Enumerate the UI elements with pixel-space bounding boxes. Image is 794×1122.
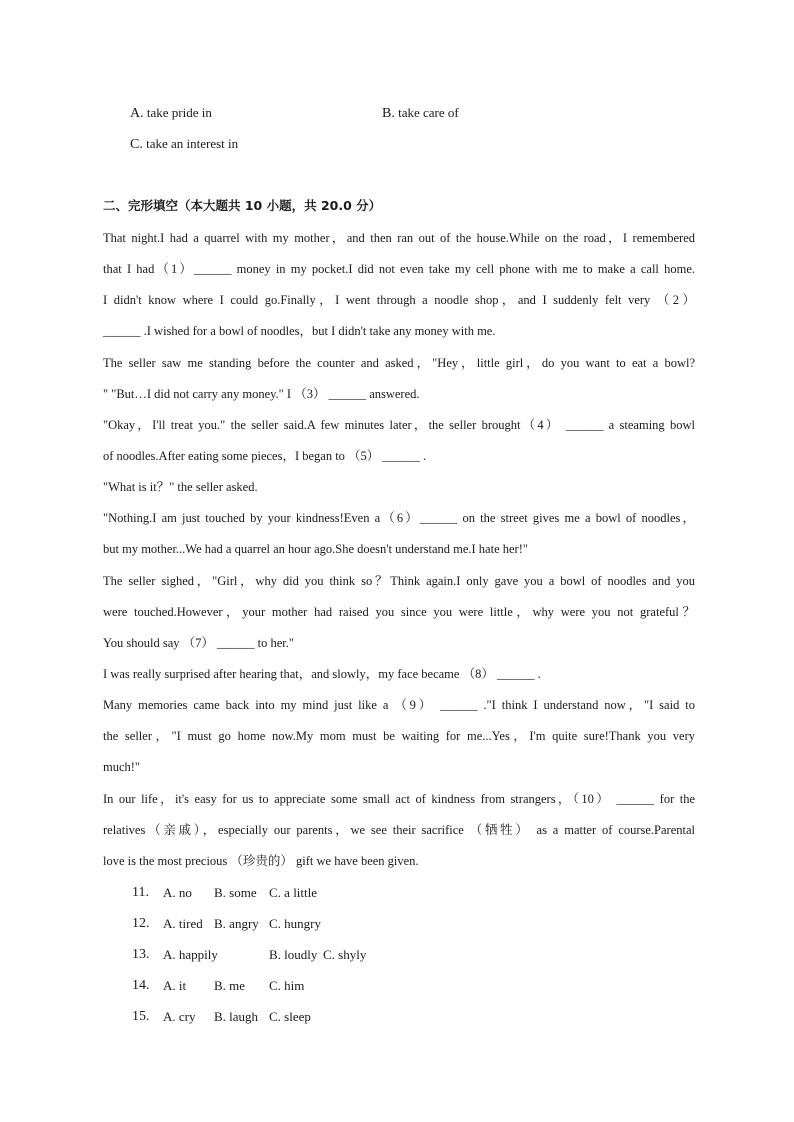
passage-line: Many memories came back into my mind just like a （9） ______ ."I think I understand now，"I said to <box>103 698 695 713</box>
choice-b: B. loudly <box>269 947 318 963</box>
passage-line: That night.I had a quarrel with my mother，and then ran out of the house.While on the road，I remembered <box>103 231 695 245</box>
question-number: 12. <box>132 916 150 932</box>
choice-c: C. him <box>269 978 305 994</box>
choice-c: C. sleep <box>269 1009 311 1025</box>
option-b-letter: B. <box>382 106 395 121</box>
option-b <box>382 104 459 123</box>
choice-a: A. tired <box>163 916 203 932</box>
choice-c: C. a little <box>269 885 318 900</box>
choice-b: B. laugh <box>214 1009 259 1025</box>
choice-a: A. no <box>163 885 192 900</box>
passage-line: The seller sighed，"Girl，why did you think so？Think again.I only gave you a bowl of noodles and you <box>103 573 695 588</box>
cloze-passage <box>103 226 695 880</box>
prev-options-row-2 <box>130 135 238 153</box>
option-a-text: take pride in <box>146 105 212 120</box>
question-number: 14. <box>132 978 150 994</box>
choice-a: A. it <box>163 978 187 994</box>
passage-line: the seller，"I must go home now.My mom must be waiting for me...Yes，I'm quite sure!Thank you very <box>103 729 695 744</box>
option-b-text: take care of <box>398 105 459 120</box>
passage-line: much!" <box>103 760 141 775</box>
passage-line: ______ .I wished for a bowl of noodles，but I didn't take any money with me. <box>103 324 496 339</box>
passage-line: of noodles.After eating some pieces，I began to （5） ______ . <box>103 448 427 463</box>
question-number: 15. <box>132 1009 150 1025</box>
passage-line: "What is it？" the seller asked. <box>103 480 258 495</box>
passage-line: "Okay，I'll treat you." the seller said.A few minutes later，the seller brought（4） ______ a steaming bowl <box>103 417 695 432</box>
passage-line: " "But…I did not carry any money." I （3） ______ answered. <box>103 386 420 401</box>
passage-line: were touched.However，your mother had raised you since you were little，why were you not grateful？ <box>103 604 695 619</box>
choice-c: C. shyly <box>323 947 367 963</box>
passage-line: that I had（1）______ money in my pocket.I did not even take my cell phone with me to make a call home. <box>103 262 695 277</box>
option-a-letter: A. <box>130 106 144 121</box>
choice-c: C. hungry <box>269 916 321 932</box>
passage-line: love is the most precious （珍贵的） gift we have been given. <box>103 853 419 868</box>
passage-line: I didn't know where I could go.Finally，I went through a noodle shop，and I suddenly felt very （2） <box>103 293 695 308</box>
choice-a: A. cry <box>163 1009 196 1025</box>
passage-line: The seller saw me standing before the counter and asked，"Hey，little girl，do you want to eat a bowl? <box>103 355 695 370</box>
passage-line: but my mother...We had a quarrel an hour ago.She doesn't understand me.I hate her!" <box>103 542 528 557</box>
passage-line: I was really surprised after hearing that，and slowly，my face became （8） ______ . <box>103 666 541 681</box>
passage-line: "Nothing.I am just touched by your kindness!Even a（6）______ on the street gives me a bowl of noodles， <box>103 511 695 526</box>
choice-a: A. happily <box>163 947 218 963</box>
section-title: 二、完形填空（本大题共 10 小题，共 20.0 分） <box>103 198 382 213</box>
option-c-letter: C. <box>130 137 143 152</box>
passage-line: relatives（亲戚），especially our parents，we see their sacrifice （牺牲） as a matter of course.Parental <box>103 822 695 837</box>
choice-b: B. angry <box>214 916 259 932</box>
passage-line: In our life，it's easy for us to appreciate some small act of kindness from strangers，（10） ______ for the <box>103 791 695 806</box>
choice-b: B. me <box>214 978 246 994</box>
question-number: 11. <box>132 885 149 900</box>
choice-b: B. some <box>214 885 257 900</box>
passage-line: You should say （7） ______ to her." <box>103 635 294 650</box>
question-number: 13. <box>132 947 150 963</box>
prev-options-row-1 <box>130 104 459 122</box>
option-c-text: take an interest in <box>146 136 239 151</box>
